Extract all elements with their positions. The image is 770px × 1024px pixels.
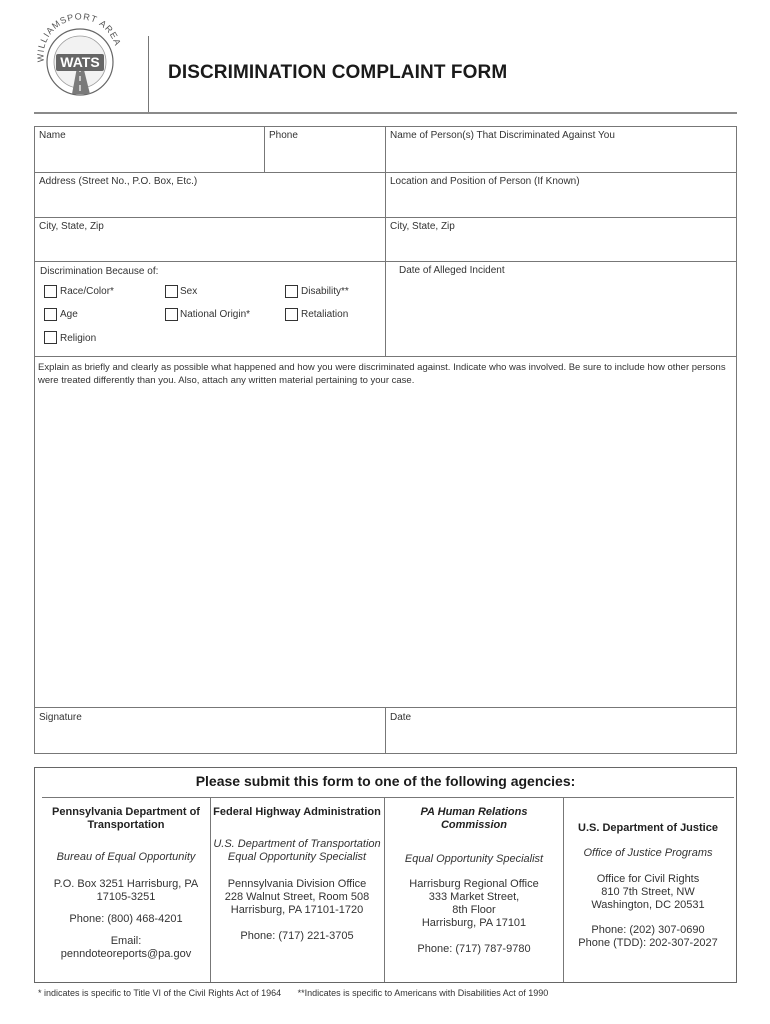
address-label: Address (Street No., P.O. Box, Etc.) — [39, 176, 198, 187]
race-color-label: Race/Color* — [60, 286, 114, 297]
sex-checkbox[interactable] — [165, 285, 178, 298]
agency-email[interactable]: penndoteoreports@pa.gov — [60, 948, 192, 960]
disability-checkbox[interactable] — [285, 285, 298, 298]
age-checkbox[interactable] — [44, 308, 57, 321]
city-label: City, State, Zip — [39, 221, 104, 232]
agency-name: PA Human Relations Commission — [420, 806, 528, 831]
incident-date-label: Date of Alleged Incident — [399, 265, 505, 276]
signature-field[interactable] — [34, 707, 386, 754]
footnote-title-vi: * indicates is specific to Title VI of the Civil Rights Act of 1964 — [38, 988, 282, 998]
name-label: Name — [39, 130, 66, 141]
agency-phone: Phone: (717) 787-9780 — [417, 943, 531, 955]
agency-name: U.S. Department of Justice — [578, 822, 718, 834]
location-label: Location and Position of Person (If Known) — [390, 176, 580, 187]
city-state-zip-field[interactable] — [34, 217, 386, 262]
agency-address-line: 333 Market Street, — [428, 891, 520, 903]
retaliation-checkbox[interactable] — [285, 308, 298, 321]
svg-text:WILLIAMSPORT AREA: WILLIAMSPORT AREA — [35, 11, 124, 63]
agency-doj — [563, 806, 733, 950]
road-logo-icon — [34, 10, 124, 100]
agency-phone: Phone: (717) 221-3705 — [240, 930, 354, 942]
phone-field[interactable] — [264, 126, 386, 173]
disability-label: Disability** — [301, 286, 349, 297]
phone-label: Phone — [269, 130, 298, 141]
agency-tdd: Phone (TDD): 202-307-2027 — [578, 937, 718, 949]
religion-label: Religion — [60, 333, 97, 344]
address-field[interactable] — [34, 172, 386, 218]
religion-checkbox[interactable] — [44, 331, 57, 344]
agency-name: Pennsylvania Department of Transportation — [52, 806, 200, 831]
agency-phone: Phone: (800) 468-4201 — [69, 913, 183, 925]
agency-address-line: Office for Civil Rights — [596, 873, 700, 885]
age-label: Age — [60, 309, 78, 320]
agency-fhwa — [212, 806, 382, 943]
incident-date-field[interactable] — [385, 261, 737, 357]
header-rule — [34, 112, 737, 114]
page-title: DISCRIMINATION COMPLAINT FORM — [168, 62, 508, 83]
agency-address-line: Harrisburg, PA 17101-1720 — [230, 904, 364, 916]
agency-phone: Phone: (202) 307-0690 — [591, 924, 705, 936]
signature-label: Signature — [39, 712, 82, 723]
footnote-ada: **Indicates is specific to Americans with Disabilities Act of 1990 — [297, 988, 549, 998]
footnotes — [38, 988, 548, 998]
agency-address-line: 228 Walnut Street, Room 508 — [224, 891, 370, 903]
discriminator-name-field[interactable] — [385, 126, 737, 173]
agency-address: P.O. Box 3251 Harrisburg, PA 17105-3251 — [53, 878, 199, 903]
agency-office: Equal Opportunity Specialist — [404, 853, 544, 865]
agency-office: U.S. Department of Transportation Equal Opportunity Specialist — [213, 838, 381, 863]
date-label: Date — [390, 712, 412, 723]
discriminator-city-field[interactable] — [385, 217, 737, 262]
agencies-heading: Please submit this form to one of the following agencies: — [195, 773, 576, 789]
date-field[interactable] — [385, 707, 737, 754]
retaliation-label: Retaliation — [301, 309, 349, 320]
city-label-2: City, State, Zip — [390, 221, 455, 232]
basis-label: Discrimination Because of: — [40, 266, 159, 277]
discriminator-label: Name of Person(s) That Discriminated Against You — [390, 130, 615, 141]
agency-office: Bureau of Equal Opportunity — [56, 851, 196, 863]
national-origin-checkbox[interactable] — [165, 308, 178, 321]
agency-penndot — [41, 806, 211, 961]
race-color-checkbox[interactable] — [44, 285, 57, 298]
agency-divider — [384, 797, 385, 982]
svg-text:WATS: WATS — [60, 54, 100, 70]
name-field[interactable] — [34, 126, 265, 173]
header-divider — [148, 36, 149, 112]
sex-label: Sex — [180, 286, 198, 297]
agency-address-line: 8th Floor — [452, 904, 496, 916]
explanation-textarea[interactable] — [34, 356, 737, 708]
agency-name: Federal Highway Administration — [213, 806, 381, 818]
location-field[interactable] — [385, 172, 737, 218]
agency-office: Office of Justice Programs — [583, 847, 713, 859]
agency-address-line: Harrisburg, PA 17101 — [421, 917, 527, 929]
explanation-instructions: Explain as briefly and clearly as possible what happened and how you were discriminated against. Indicate who was involved. Be sure to include how other persons were treated differently than you. Also, attach any written material pertaining to your case. — [38, 362, 726, 386]
agency-address-line: Harrisburg Regional Office — [409, 878, 539, 890]
agency-email-label: Email: — [110, 935, 142, 947]
national-origin-label: National Origin* — [180, 309, 251, 320]
agency-pahrc — [389, 806, 559, 956]
agency-address-line: Pennsylvania Division Office — [227, 878, 367, 890]
agency-address-line: Washington, DC 20531 — [591, 899, 705, 911]
agency-address-line: 810 7th Street, NW — [601, 886, 695, 898]
